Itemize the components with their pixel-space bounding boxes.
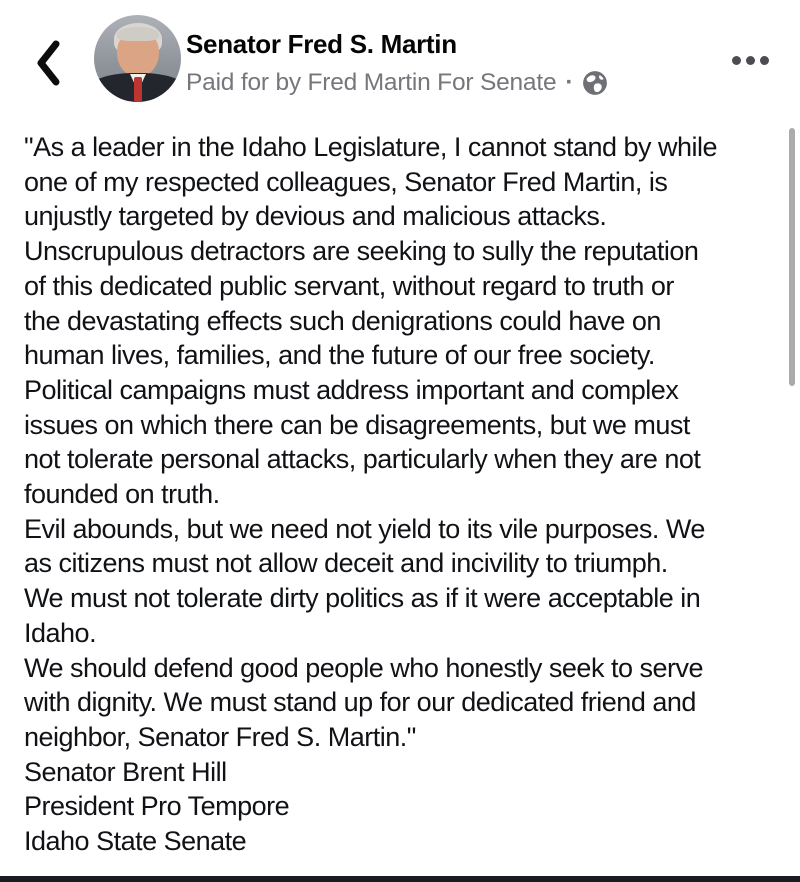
post-line: the devastating effects such denigrations could have on bbox=[24, 305, 661, 336]
post-line: neighbor, Senator Fred S. Martin." bbox=[24, 721, 416, 752]
post-line: unjustly targeted by devious and malicious attacks. bbox=[24, 201, 607, 232]
post-line: of this dedicated public servant, without regard to truth or bbox=[24, 270, 674, 301]
name-block bbox=[186, 29, 608, 97]
post-line: not tolerate personal attacks, particularly when they are not bbox=[24, 444, 701, 475]
post-line: Unscrupulous detractors are seeking to sully the reputation bbox=[24, 236, 699, 267]
chevron-left-icon bbox=[34, 39, 62, 90]
byline-row bbox=[186, 69, 608, 97]
post-line: "As a leader in the Idaho Legislature, I cannot stand by while bbox=[24, 132, 718, 162]
back-button[interactable] bbox=[30, 38, 66, 90]
avatar-tie bbox=[134, 77, 142, 102]
post-header bbox=[0, 0, 800, 118]
post-line: as citizens must not allow deceit and incivility to triumph. bbox=[24, 548, 668, 579]
post-line: Senator Brent Hill bbox=[24, 756, 227, 787]
post-line: one of my respected colleagues, Senator Fred Martin, is bbox=[24, 166, 668, 197]
post-line: human lives, families, and the future of our free society. bbox=[24, 340, 655, 371]
page-name[interactable]: Senator Fred S. Martin bbox=[186, 29, 457, 59]
ellipsis-icon bbox=[732, 56, 769, 65]
post-line: issues on which there can be disagreements, but we must bbox=[24, 409, 690, 440]
post-line: with dignity. We must stand up for our dedicated friend and bbox=[24, 687, 696, 718]
post-text bbox=[0, 118, 800, 859]
byline-separator: · bbox=[565, 69, 574, 96]
post-line: founded on truth. bbox=[24, 479, 220, 510]
scrollbar-thumb[interactable] bbox=[789, 128, 795, 386]
globe-icon bbox=[582, 70, 608, 96]
bottom-divider-bar bbox=[0, 876, 800, 882]
post-line: President Pro Tempore bbox=[24, 791, 290, 822]
post-line: Political campaigns must address important and complex bbox=[24, 374, 679, 405]
post-line: Idaho State Senate bbox=[24, 826, 247, 857]
more-options-button[interactable] bbox=[728, 46, 772, 74]
post-line: Idaho. bbox=[24, 617, 97, 648]
post-line: Evil abounds, but we need not yield to its vile purposes. We bbox=[24, 513, 705, 544]
avatar[interactable] bbox=[94, 15, 181, 102]
avatar-hairline bbox=[117, 27, 159, 41]
byline-text: Paid for by Fred Martin For Senate bbox=[186, 69, 557, 96]
post-line: We should defend good people who honestly seek to serve bbox=[24, 652, 703, 683]
post-line: We must not tolerate dirty politics as if it were acceptable in bbox=[24, 583, 701, 614]
